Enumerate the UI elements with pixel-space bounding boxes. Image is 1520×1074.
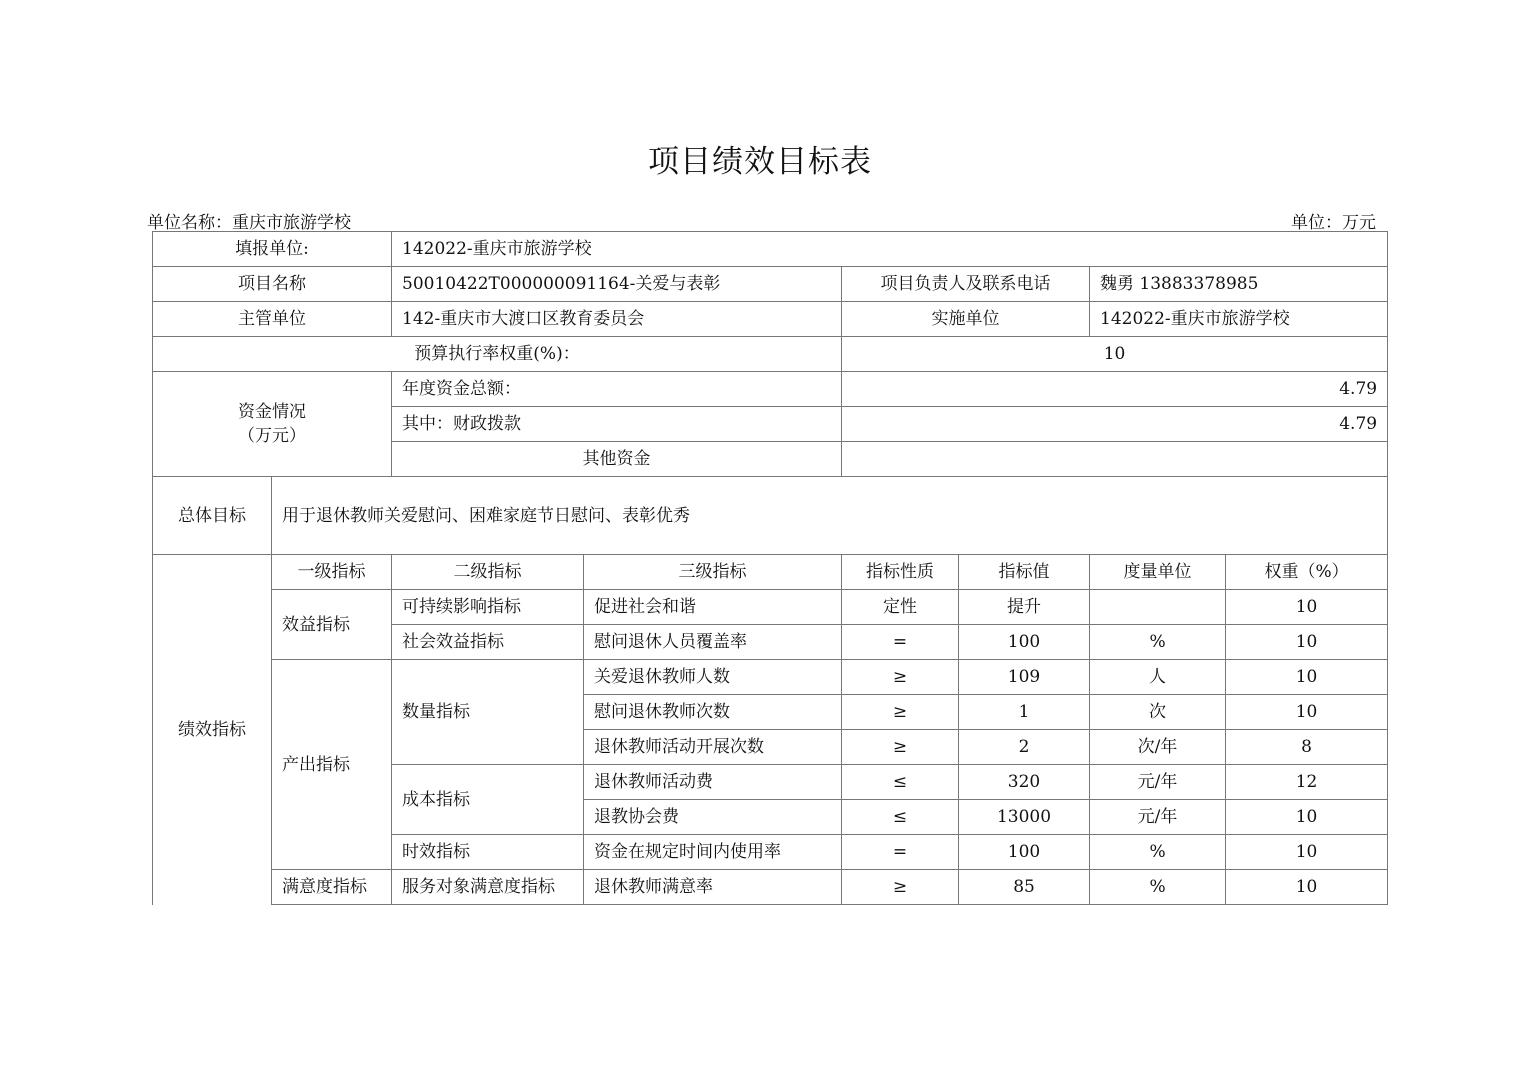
value-cell: 320 bbox=[959, 765, 1090, 800]
project-name-value: 50010422T000000091164-关爱与表彰 bbox=[392, 267, 842, 302]
funding-total-row bbox=[153, 372, 1388, 407]
weight-cell: 10 bbox=[1226, 800, 1388, 835]
other-funding-label: 其他资金 bbox=[392, 442, 842, 477]
level2-social: 社会效益指标 bbox=[392, 625, 584, 660]
level3-cell: 关爱退休教师人数 bbox=[584, 660, 842, 695]
unit-cell: % bbox=[1090, 625, 1226, 660]
weight-cell: 8 bbox=[1226, 730, 1388, 765]
annual-total-value: 4.79 bbox=[842, 372, 1388, 407]
nature-cell: 定性 bbox=[842, 590, 959, 625]
unit-cell: 元/年 bbox=[1090, 765, 1226, 800]
level2-timeliness: 时效指标 bbox=[392, 835, 584, 870]
contact-label: 项目负责人及联系电话 bbox=[842, 267, 1090, 302]
reporting-unit-label: 填报单位: bbox=[153, 232, 392, 267]
nature-cell: ≤ bbox=[842, 765, 959, 800]
table-row bbox=[153, 590, 1388, 625]
table-row bbox=[153, 870, 1388, 905]
unit-cell bbox=[1090, 590, 1226, 625]
level3-cell: 促进社会和谐 bbox=[584, 590, 842, 625]
overall-goal-row bbox=[153, 477, 1388, 555]
implementer-value: 142022-重庆市旅游学校 bbox=[1090, 302, 1388, 337]
level1-satisfaction: 满意度指标 bbox=[272, 870, 392, 905]
header-nature: 指标性质 bbox=[842, 555, 959, 590]
contact-value: 魏勇 13883378985 bbox=[1090, 267, 1388, 302]
value-cell: 2 bbox=[959, 730, 1090, 765]
unit-cell: 次/年 bbox=[1090, 730, 1226, 765]
weight-cell: 10 bbox=[1226, 625, 1388, 660]
value-cell: 109 bbox=[959, 660, 1090, 695]
weight-cell: 12 bbox=[1226, 765, 1388, 800]
value-cell: 100 bbox=[959, 625, 1090, 660]
value-cell: 85 bbox=[959, 870, 1090, 905]
value-cell: 100 bbox=[959, 835, 1090, 870]
other-funding-value bbox=[842, 442, 1388, 477]
nature-cell: ≥ bbox=[842, 870, 959, 905]
nature-cell: = bbox=[842, 835, 959, 870]
weight-cell: 10 bbox=[1226, 835, 1388, 870]
budget-weight-value: 10 bbox=[842, 337, 1388, 372]
level1-output: 产出指标 bbox=[272, 660, 392, 870]
funding-label bbox=[153, 372, 392, 477]
level2-quantity: 数量指标 bbox=[392, 660, 584, 765]
performance-target-table bbox=[152, 231, 1388, 905]
level3-cell: 慰问退休人员覆盖率 bbox=[584, 625, 842, 660]
annual-total-label: 年度资金总额： bbox=[392, 372, 842, 407]
currency-unit-label: 单位：万元 bbox=[1291, 213, 1376, 233]
header-value: 指标值 bbox=[959, 555, 1090, 590]
weight-cell: 10 bbox=[1226, 590, 1388, 625]
supervisor-value: 142-重庆市大渡口区教育委员会 bbox=[392, 302, 842, 337]
unit-cell: 人 bbox=[1090, 660, 1226, 695]
header-unit: 度量单位 bbox=[1090, 555, 1226, 590]
overall-goal-label: 总体目标 bbox=[153, 477, 272, 555]
level3-cell: 退休教师活动费 bbox=[584, 765, 842, 800]
funding-label-line1: 资金情况 bbox=[238, 402, 306, 422]
value-cell: 13000 bbox=[959, 800, 1090, 835]
supervisor-row bbox=[153, 302, 1388, 337]
level3-cell: 慰问退休教师次数 bbox=[584, 695, 842, 730]
weight-cell: 10 bbox=[1226, 695, 1388, 730]
weight-cell: 10 bbox=[1226, 660, 1388, 695]
budget-weight-row bbox=[153, 337, 1388, 372]
unit-cell: 次 bbox=[1090, 695, 1226, 730]
level2-service: 服务对象满意度指标 bbox=[392, 870, 584, 905]
budget-weight-label: 预算执行率权重(%)： bbox=[153, 337, 842, 372]
unit-cell: % bbox=[1090, 835, 1226, 870]
nature-cell: ≥ bbox=[842, 695, 959, 730]
nature-cell: = bbox=[842, 625, 959, 660]
implementer-label: 实施单位 bbox=[842, 302, 1090, 337]
nature-cell: ≥ bbox=[842, 660, 959, 695]
level3-cell: 资金在规定时间内使用率 bbox=[584, 835, 842, 870]
header-level3: 三级指标 bbox=[584, 555, 842, 590]
fiscal-label: 其中：财政拨款 bbox=[392, 407, 842, 442]
value-cell: 1 bbox=[959, 695, 1090, 730]
unit-name-label: 单位名称：重庆市旅游学校 bbox=[147, 213, 351, 233]
overall-goal-text: 用于退休教师关爱慰问、困难家庭节日慰问、表彰优秀 bbox=[272, 477, 1388, 555]
level3-cell: 退休教师活动开展次数 bbox=[584, 730, 842, 765]
weight-cell: 10 bbox=[1226, 870, 1388, 905]
indicator-header-row bbox=[153, 555, 1388, 590]
header-weight: 权重（%） bbox=[1226, 555, 1388, 590]
unit-cell: % bbox=[1090, 870, 1226, 905]
level2-sustainable: 可持续影响指标 bbox=[392, 590, 584, 625]
funding-label-line2: （万元） bbox=[238, 426, 306, 446]
nature-cell: ≤ bbox=[842, 800, 959, 835]
page-title: 项目绩效目标表 bbox=[648, 144, 872, 180]
unit-cell: 元/年 bbox=[1090, 800, 1226, 835]
reporting-unit-row bbox=[153, 232, 1388, 267]
nature-cell: ≥ bbox=[842, 730, 959, 765]
project-name-label: 项目名称 bbox=[153, 267, 392, 302]
reporting-unit-value: 142022-重庆市旅游学校 bbox=[392, 232, 1388, 267]
level3-cell: 退教协会费 bbox=[584, 800, 842, 835]
header-level1: 一级指标 bbox=[272, 555, 392, 590]
performance-section-label: 绩效指标 bbox=[153, 555, 272, 905]
supervisor-label: 主管单位 bbox=[153, 302, 392, 337]
table-row bbox=[153, 660, 1388, 695]
level2-cost: 成本指标 bbox=[392, 765, 584, 835]
value-cell: 提升 bbox=[959, 590, 1090, 625]
level3-cell: 退休教师满意率 bbox=[584, 870, 842, 905]
header-level2: 二级指标 bbox=[392, 555, 584, 590]
project-name-row bbox=[153, 267, 1388, 302]
level1-benefit: 效益指标 bbox=[272, 590, 392, 660]
fiscal-value: 4.79 bbox=[842, 407, 1388, 442]
